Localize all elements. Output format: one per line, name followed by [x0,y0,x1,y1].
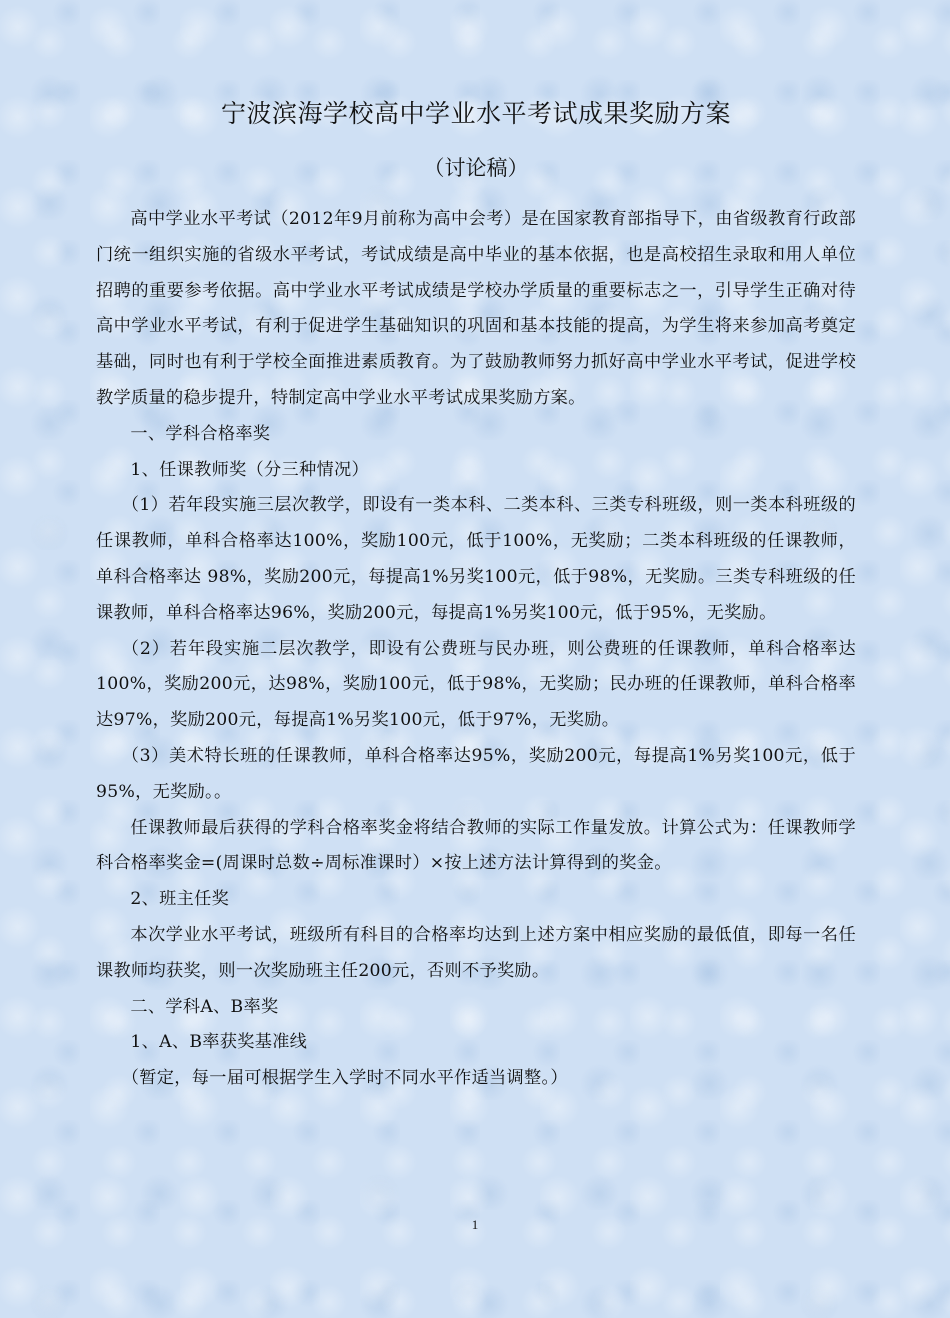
document-title: 宁波滨海学校高中学业水平考试成果奖励方案 [220,99,731,128]
section-heading-2: 二、学科A、B率奖 [130,996,279,1017]
document-page [96,96,856,1097]
page-number: 1 [471,1217,479,1232]
paragraph-note: （暂定，每一届可根据学生入学时不同水平作适当调整。） [121,1068,568,1089]
paragraph-formula: 任课教师最后获得的学科合格率奖金将结合教师的实际工作量发放。计算公式为：任课教师学科合格率奖金=(周课时总数÷周标准课时）×按上述方法计算得到的奖金。 [96,817,856,874]
section-heading-1: 一、学科合格率奖 [130,423,271,444]
paragraph-case-2: （2）若年段实施二层次教学，即设有公费班与民办班，则公费班的任课教师，单科合格率达100%，奖励200元，达98%，奖励100元，低于98%，无奖励；民办班的任课教师，单科合格率达97%，奖励200元，每提高1%另奖100元，低于97%，无奖励。 [96,638,856,731]
subsection-heading-1-1: 1、任课教师奖（分三种情况） [130,459,369,480]
paragraph-head-teacher: 本次学业水平考试，班级所有科目的合格率均达到上述方案中相应奖励的最低值，即每一名任课教师均获奖，则一次奖励班主任200元，否则不予奖励。 [96,924,856,981]
document-subtitle: （讨论稿） [423,156,529,180]
paragraph-case-3: （3）美术特长班的任课教师，单科合格率达95%，奖励200元，每提高1%另奖100元，低于95%，无奖励。。 [96,745,856,802]
paragraph-case-1: （1）若年段实施三层次教学，即设有一类本科、二类本科、三类专科班级，则一类本科班级的任课教师，单科合格率达100%，奖励100元，低于100%，无奖励；二类本科班级的任课教师，单科合格率达 98%，奖励200元，每提高1%另奖100元，低于98%，无奖励。三类专科班级的任课教师，单科合格率达96%，奖励200元，每提高1%另奖100元，低于95%，无奖励。 [96,495,856,623]
document-body [96,202,856,1097]
subsection-heading-1-2: 2、班主任奖 [130,889,230,910]
subsection-heading-2-1: 1、A、B率获奖基准线 [130,1032,308,1053]
paragraph-intro: 高中学业水平考试（2012年9月前称为高中会考）是在国家教育部指导下，由省级教育行政部门统一组织实施的省级水平考试，考试成绩是高中毕业的基本依据，也是高校招生录取和用人单位招聘的重要参考依据。高中学业水平考试成绩是学校办学质量的重要标志之一，引导学生正确对待高中学业水平考试，有利于促进学生基础知识的巩固和基本技能的提高，为学生将来参加高考奠定基础，同时也有利于学校全面推进素质教育。为了鼓励教师努力抓好高中学业水平考试，促进学校教学质量的稳步提升，特制定高中学业水平考试成果奖励方案。 [96,209,856,408]
